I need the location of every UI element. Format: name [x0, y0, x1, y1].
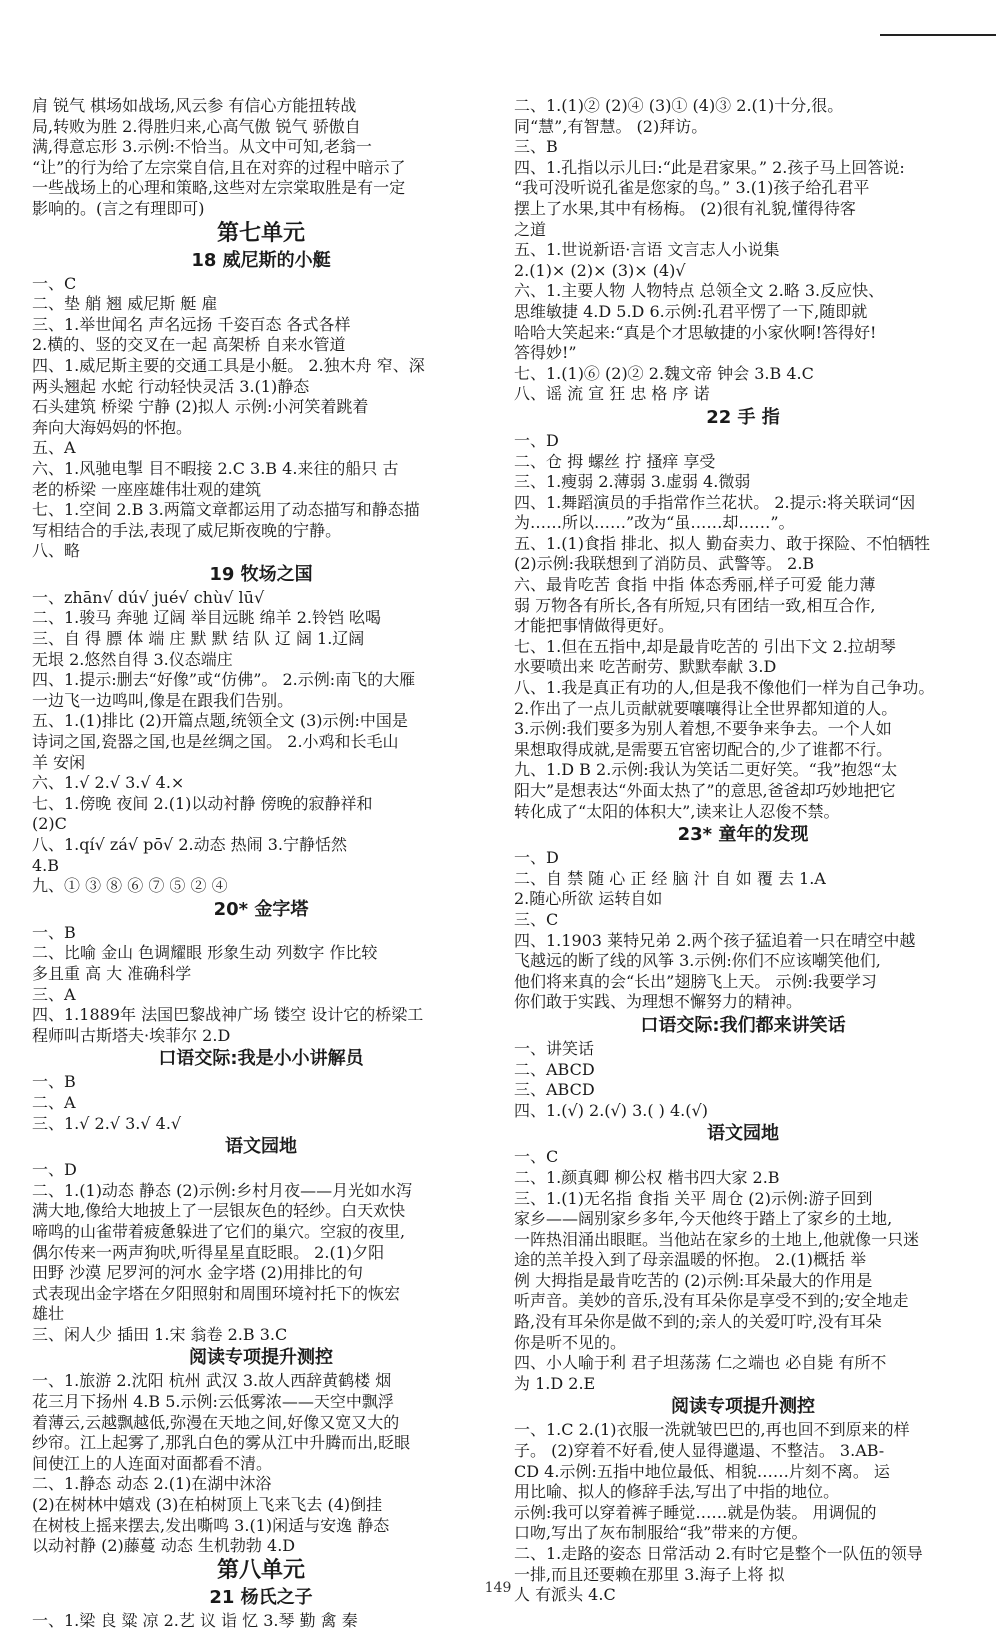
answer-line: 一排,而且还要赖在那里 3.海子上将 拟 [514, 1564, 785, 1584]
answer-line: 听声音。美妙的音乐,没有耳朵你是享受不到的;安全地走 [514, 1291, 909, 1311]
answer-line: 他们将来真的会“长出”翅膀飞上天。 示例:我要学习 [514, 971, 877, 991]
answer-column-right [514, 96, 972, 1606]
page-number: 149 [484, 1580, 512, 1596]
answer-line: 七、1.傍晚 夜间 2.(1)以动衬静 傍晚的寂静祥和 [32, 793, 373, 813]
answer-line: 肩 锐气 棋场如战场,风云参 有信心方能扭转战 [32, 96, 357, 115]
answer-line: 四、1.孔指以示儿曰:“此是君家果。” 2.孩子马上回答说: [514, 157, 905, 177]
answer-line: 一、1.梁 良 粱 凉 2.艺 议 诣 忆 3.琴 勤 禽 秦 [32, 1610, 358, 1630]
answer-line: 四、1.提示:删去“好像”或“仿佛”。 2.示例:南飞的大雁 [32, 670, 416, 690]
answer-line: 用比喻、拟人的修辞手法,写出了中指的地位。 [514, 1482, 840, 1502]
answer-line: 二、ABCD [514, 1059, 595, 1079]
answer-line: 2.横的、竖的交叉在一起 高架桥 自来水管道 [32, 335, 346, 355]
answer-line: 2.作出了一点儿贡献就要嚷嚷得让全世界都知道的人。 [514, 698, 898, 718]
answer-line: 人 有派头 4.C [514, 1585, 616, 1605]
header-rule [880, 34, 996, 36]
unit-heading: 第七单元 [216, 220, 305, 246]
answer-line: 老的桥梁 一座座雄伟壮观的建筑 [32, 479, 262, 499]
answer-line: 八、谣 流 宣 狂 忠 格 序 诺 [514, 384, 710, 404]
answer-line: 三、A [32, 984, 76, 1004]
answer-line: 着薄云,云越飘越低,弥漫在天地之间,好像又宽又大的 [32, 1412, 400, 1432]
answer-line: 五、1.(1)排比 (2)开篇点题,统领全文 (3)示例:中国是 [32, 711, 408, 731]
answer-line: 为……所以……”改为“虽……却……”。 [514, 513, 795, 533]
answer-line: 三、自 得 膘 体 端 庄 默 默 结 队 辽 阔 1.辽阔 [32, 629, 365, 649]
answer-line: 四、1.1903 莱特兄弟 2.两个孩子猛追着一只在晴空中越 [514, 930, 916, 950]
lesson-heading: 21 杨氏之子 [209, 1586, 313, 1608]
answer-line: 三、B [514, 137, 558, 157]
answer-line: 你们敢于实践、为理想不懈努力的精神。 [514, 992, 803, 1012]
answer-line: 一些战场上的心理和策略,这些对左宗棠取胜是有一定 [32, 178, 406, 198]
lesson-heading: 18 威尼斯的小艇 [191, 249, 331, 271]
answer-line: 八、1.我是真正有功的人,但是我不像他们一样为自己争功。 [514, 678, 935, 698]
answer-line: 六、1.√ 2.√ 3.√ 4.× [32, 773, 185, 793]
answer-line: 之道 [514, 219, 547, 239]
answer-line: 奔向大海妈妈的怀抱。 [32, 417, 193, 437]
answer-line: 六、最肯吃苦 食指 中指 体态秀丽,样子可爱 能力薄 [514, 575, 876, 595]
answer-line: 二、比喻 金山 色调耀眼 形象生动 列数字 作比较 [32, 943, 378, 963]
answer-line: 四、小人喻于利 君子坦荡荡 仁之端也 必自毙 有所不 [514, 1353, 887, 1373]
answer-line: 二、1.(1)② (2)④ (3)① (4)③ 2.(1)十分,很。 [514, 96, 844, 115]
answer-line: 同“慧”,有智慧。 (2)拜访。 [514, 116, 708, 136]
answer-line: 四、1.威尼斯主要的交通工具是小艇。 2.独木舟 窄、深 [32, 355, 425, 375]
answer-line: 二、1.走路的姿态 日常活动 2.有时它是整个一队伍的领导 [514, 1544, 923, 1563]
answer-line: 满大地,像给大地披上了一层银灰色的轻纱。白天欢快 [32, 1201, 406, 1221]
answer-line: 果想取得成就,是需要五官密切配合的,少了谁都不行。 [514, 739, 893, 759]
answer-line: 二、自 禁 随 心 正 经 脑 汁 自 如 覆 去 1.A [514, 868, 826, 888]
answer-line: 二、仓 拇 螺丝 拧 搔痒 享受 [514, 451, 716, 471]
answer-line: 局,转败为胜 2.得胜归来,心高气傲 锐气 骄傲自 [32, 116, 361, 136]
answer-line: 你是听不见的。 [514, 1332, 627, 1352]
lesson-heading: 口语交际:我是小小讲解员 [158, 1048, 364, 1070]
answer-line: 五、1.(1)食指 排北、拟人 勤奋卖力、敢于探险、不怕牺牲 [514, 533, 931, 553]
answer-line: 例 大拇指是最肯吃苦的 (2)示例:耳朵最大的作用是 [514, 1270, 873, 1290]
answer-line: 七、1.(1)⑥ (2)② 2.魏文帝 钟会 3.B 4.C [514, 363, 814, 383]
lesson-heading: 阅读专项提升测控 [671, 1396, 815, 1418]
answer-line: 水要喷出来 吃苦耐劳、默默奉献 3.D [514, 657, 777, 677]
answer-line: 以动衬静 (2)藤蔓 动态 生机勃勃 4.D [32, 1536, 296, 1556]
lesson-heading: 语文园地 [225, 1136, 297, 1158]
answer-line: 田野 沙漠 尼罗河的河水 金字塔 (2)用排比的句 [32, 1263, 364, 1283]
answer-line: 一、D [514, 848, 559, 868]
answer-column-left [32, 96, 490, 1631]
answer-line: 阳大”是想表达“外面太热了”的意思,爸爸却巧妙地把它 [514, 781, 896, 800]
answer-line: 3.示例:我们要多为别人着想,不要争来争去。一个人如 [514, 719, 892, 739]
answer-line: 四、1.(√) 2.(√) 3.( ) 4.(√) [514, 1100, 708, 1120]
answer-line: 才能把事情做得更好。 [514, 616, 675, 636]
answer-line: 示例:我可以穿着裤子睡觉……就是伪装。 用调侃的 [514, 1502, 877, 1522]
answer-line: 九、1.D B 2.示例:我认为笑话二更好笑。“我”抱怨“太 [514, 760, 898, 780]
answer-line: 思维敏捷 4.D 5.D 6.示例:孔君平愣了一下,随即就 [514, 301, 868, 321]
answer-line: 飞越远的断了线的风筝 3.示例:你们不应该嘲笑他们, [514, 951, 881, 971]
answer-line: 啼鸣的山雀带着疲惫躲进了它们的巢穴。空寂的夜里, [32, 1221, 406, 1241]
answer-line: 九、① ③ ⑧ ⑥ ⑦ ⑤ ② ④ [32, 876, 228, 896]
answer-line: 雄壮 [32, 1304, 65, 1324]
answer-line: 三、ABCD [514, 1080, 595, 1100]
answer-line: 2.随心所欲 运转自如 [514, 889, 663, 909]
answer-line: 答得妙!” [514, 343, 577, 363]
answer-line: 一、D [514, 430, 559, 450]
answer-line: 三、C [514, 909, 559, 929]
answer-line: 弱 万物各有所长,各有所短,只有团结一致,相互合作, [514, 595, 876, 615]
answer-line: (2)在树林中嬉戏 (3)在柏树顶上飞来飞去 (4)倒挂 [32, 1495, 383, 1515]
answer-line: 偶尔传来一两声狗吠,听得星星直眨眼。 2.(1)夕阳 [32, 1242, 385, 1262]
lesson-heading: 23* 童年的发现 [677, 824, 809, 846]
answer-line: 两头翘起 水蛇 行动轻快灵活 3.(1)静态 [32, 376, 310, 396]
answer-line: 七、1.空间 2.B 3.两篇文章都运用了动态描写和静态描 [32, 500, 420, 520]
answer-line: 哈哈大笑起来:“真是个才思敏捷的小家伙啊!答得好! [514, 322, 877, 342]
answer-line: 二、1.颜真卿 柳公权 楷书四大家 2.B [514, 1167, 780, 1187]
answer-line: 为 1.D 2.E [514, 1373, 596, 1393]
answer-line: 式表现出金字塔在夕阳照射和周围环境衬托下的恢宏 [32, 1283, 401, 1303]
answer-line: 一、C [32, 273, 77, 293]
lesson-heading: 阅读专项提升测控 [189, 1347, 333, 1369]
answer-line: 家乡——阔别家乡多年,今天他终于踏上了家乡的土地, [514, 1209, 893, 1229]
answer-line: 四、1.1889年 法国巴黎战神广场 镂空 设计它的桥梁工 [32, 1005, 424, 1025]
answer-line: 二、1.骏马 奔驰 辽阔 举目远眺 绵羊 2.铃铛 吆喝 [32, 608, 382, 628]
answer-line: 一、1.C 2.(1)衣服一洗就皱巴巴的,再也回不到原来的样 [514, 1420, 910, 1440]
lesson-heading: 语文园地 [707, 1123, 779, 1145]
answer-line: 三、1.瘦弱 2.薄弱 3.虚弱 4.微弱 [514, 472, 751, 492]
answer-line: 八、略 [32, 541, 81, 561]
answer-line: “我可没听说孔雀是您家的鸟。” 3.(1)孩子给孔君平 [514, 178, 870, 198]
answer-line: 满,得意忘形 3.示例:不恰当。从文中可知,老翁一 [32, 137, 372, 157]
answer-line: 转化成了“太阳的体积大”,读来让人忍俊不禁。 [514, 801, 840, 821]
answer-line: CD 4.示例:五指中地位最低、相貌……片刻不离。 运 [514, 1461, 890, 1481]
answer-line: 多且重 高 大 准确科学 [32, 963, 192, 983]
answer-line: 二、1.(1)动态 静态 (2)示例:乡村月夜——月光如水泻 [32, 1180, 413, 1200]
answer-line: 三、1.举世闻名 声名远扬 千姿百态 各式各样 [32, 314, 351, 334]
answer-line: 影响的。(言之有理即可) [32, 198, 205, 218]
lesson-heading: 22 手 指 [706, 406, 780, 428]
answer-line: 一、B [32, 922, 76, 942]
answer-line: 七、1.但在五指中,却是最肯吃苦的 引出下文 2.拉胡琴 [514, 636, 896, 656]
answer-line: 在树枝上摇来摆去,发出嘶鸣 3.(1)闲适与安逸 静态 [32, 1515, 390, 1535]
answer-line: 无垠 2.悠然自得 3.仪态端庄 [32, 649, 233, 669]
answer-line: 一、B [32, 1072, 76, 1092]
answer-line: 程师叫古斯塔夫·埃菲尔 2.D [32, 1025, 231, 1045]
answer-line: 4.B [32, 855, 60, 875]
answer-line: “让”的行为给了左宗棠自信,且在对弈的过程中暗示了 [32, 157, 406, 177]
answer-line: 二、垫 艄 翘 威尼斯 艇 雇 [32, 294, 218, 314]
answer-line: 三、1.√ 2.√ 3.√ 4.√ [32, 1113, 182, 1133]
answer-line: 一、1.旅游 2.沈阳 杭州 武汉 3.故人西辞黄鹤楼 烟 [32, 1371, 392, 1391]
answer-line: 羊 安闲 [32, 752, 86, 772]
answer-line: 口吻,写出了灰布制服给“我”带来的方便。 [514, 1523, 808, 1543]
answer-line: 一阵热泪涌出眼眶。当他站在家乡的土地上,他就像一只迷 [514, 1229, 920, 1249]
answer-line: (2)C [32, 814, 67, 834]
answer-line: 一、讲笑话 [514, 1038, 595, 1058]
answer-line: (2)示例:我联想到了消防员、武警等。 2.B [514, 554, 815, 574]
answer-line: 路,没有耳朵你是做不到的;亲人的关爱叮咛,没有耳朵 [514, 1312, 882, 1332]
answer-line: 八、1.qí√ zá√ pō√ 2.动态 热闹 3.宁静恬然 [32, 835, 348, 854]
answer-line: 诗词之国,瓷器之国,也是丝绸之国。 2.小鸡和长毛山 [32, 732, 399, 752]
lesson-heading: 19 牧场之国 [209, 563, 313, 585]
answer-line: 一边飞一边鸣叫,像是在跟我们告别。 [32, 690, 294, 710]
answer-line: 一、C [514, 1147, 559, 1167]
answer-line: 二、1.静态 动态 2.(1)在湖中沐浴 [32, 1474, 272, 1494]
answer-line: 三、闲人少 插田 1.宋 翁卷 2.B 3.C [32, 1324, 288, 1344]
answer-line: 子。 (2)穿着不好看,使人显得邋遢、不整洁。 3.AB- [514, 1441, 885, 1461]
answer-line: 五、A [32, 438, 76, 458]
answer-line: 三、1.(1)无名指 食指 关平 周仓 (2)示例:游子回到 [514, 1188, 873, 1208]
answer-line: 2.(1)× (2)× (3)× (4)√ [514, 260, 686, 280]
lesson-heading: 20* 金字塔 [213, 898, 309, 920]
answer-line: 五、1.世说新语·言语 文言志人小说集 [514, 240, 780, 260]
answer-line: 石头建筑 桥梁 宁静 (2)拟人 示例:小河笑着跳着 [32, 397, 369, 417]
answer-line: 花三月下扬州 4.B 5.示例:云低雾浓——天空中飘浮 [32, 1392, 394, 1412]
answer-line: 四、1.舞蹈演员的手指常作兰花状。 2.提示:将关联词“因 [514, 492, 916, 512]
answer-line: 间使江上的人连面对面都看不清。 [32, 1453, 273, 1473]
answer-line: 摆上了水果,其中有杨梅。 (2)很有礼貌,懂得待客 [514, 198, 856, 218]
lesson-heading: 口语交际:我们都来讲笑话 [640, 1014, 846, 1036]
unit-heading: 第八单元 [216, 1557, 305, 1583]
answer-line: 纱帘。江上起雾了,那乳白色的雾从江中升腾而出,眨眼 [32, 1433, 411, 1453]
answer-line: 一、zhān√ dú√ jué√ chù√ lū√ [32, 587, 265, 607]
answer-line: 二、A [32, 1092, 76, 1112]
answer-line: 六、1.风驰电掣 目不暇接 2.C 3.B 4.来往的船只 古 [32, 458, 399, 478]
answer-line: 一、D [32, 1160, 77, 1180]
answer-line: 六、1.主要人物 人物特点 总领全文 2.略 3.反应快、 [514, 281, 885, 301]
answer-line: 写相结合的手法,表现了威尼斯夜晚的宁静。 [32, 520, 342, 540]
answer-line: 途的羔羊投入到了母亲温暖的怀抱。 2.(1)概括 举 [514, 1250, 867, 1270]
